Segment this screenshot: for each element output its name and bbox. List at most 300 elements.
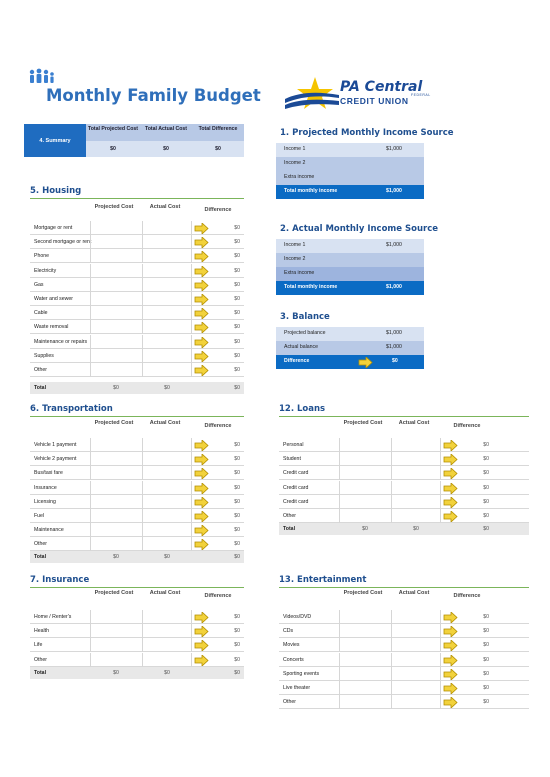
projected-income-row-label: Income 2 <box>284 160 306 166</box>
arrow-right-icon <box>194 626 209 637</box>
actual-income-row-value[interactable]: $1,000 <box>386 284 402 290</box>
loans-actual-cell[interactable] <box>391 466 441 480</box>
arrow-right-icon <box>443 511 458 522</box>
transportation-col-projected: Projected Cost <box>94 420 134 426</box>
arrow-right-icon <box>194 223 209 234</box>
housing-total-row <box>30 382 244 394</box>
transportation-row <box>30 452 244 466</box>
transportation-total-difference: $0 <box>234 554 240 560</box>
entertainment-row-label: Videos/DVD <box>283 614 312 620</box>
transportation-row <box>30 537 244 551</box>
transportation-row <box>30 481 244 495</box>
housing-total-label: Total <box>34 385 47 391</box>
housing-actual-cell[interactable] <box>142 320 192 334</box>
housing-projected-cell[interactable] <box>90 235 142 249</box>
loans-projected-cell[interactable] <box>339 452 391 466</box>
insurance-rule <box>30 587 244 588</box>
actual-income-row-label: Total monthly income <box>284 284 338 290</box>
entertainment-rule <box>279 587 529 588</box>
arrow-right-icon <box>443 454 458 465</box>
loans-difference-value: $0 <box>483 470 489 477</box>
entertainment-col-projected: Projected Cost <box>343 590 383 596</box>
balance-title: 3. Balance <box>280 312 330 322</box>
housing-col-difference: Difference <box>204 207 232 213</box>
arrow-right-icon <box>443 683 458 694</box>
housing-actual-cell[interactable] <box>142 221 192 235</box>
transportation-row-label: Insurance <box>34 484 57 491</box>
insurance-difference-value: $0 <box>234 614 240 620</box>
loans-row <box>279 509 529 523</box>
housing-row <box>30 264 244 278</box>
housing-actual-cell[interactable] <box>142 235 192 249</box>
transportation-row <box>30 509 244 523</box>
loans-actual-cell[interactable] <box>391 509 441 523</box>
balance-row <box>276 355 424 369</box>
loans-total-label: Total <box>283 526 296 532</box>
housing-total-actual: $0 <box>164 385 170 391</box>
actual-income-row <box>276 267 424 281</box>
housing-row-label: Supplies <box>34 352 54 359</box>
transportation-total-actual: $0 <box>164 554 170 560</box>
transportation-row-label: Vehicle 1 payment <box>34 442 77 448</box>
transportation-col-difference: Difference <box>204 423 232 429</box>
entertainment-row-label: Concerts <box>283 656 304 663</box>
arrow-right-icon <box>194 640 209 651</box>
housing-row-label: Water and sewer <box>34 296 74 302</box>
insurance-projected-cell[interactable] <box>90 638 142 652</box>
housing-difference-value: $0 <box>234 281 240 288</box>
arrow-right-icon <box>194 483 209 494</box>
entertainment-actual-cell[interactable] <box>391 695 441 709</box>
entertainment-row <box>279 638 529 652</box>
entertainment-row-label: CDs <box>283 628 294 635</box>
housing-row-label: Maintenance or repairs <box>34 338 88 345</box>
transportation-actual-cell[interactable] <box>142 495 192 509</box>
insurance-col-actual: Actual Cost <box>149 590 181 596</box>
housing-difference-value: $0 <box>234 310 240 317</box>
projected-income-row <box>276 171 424 185</box>
housing-difference-value: $0 <box>234 296 240 302</box>
transportation-actual-cell[interactable] <box>142 466 192 480</box>
transportation-projected-cell[interactable] <box>90 466 142 480</box>
insurance-actual-cell[interactable] <box>142 653 192 667</box>
entertainment-difference-value: $0 <box>483 670 489 677</box>
housing-row-label: Phone <box>34 253 50 260</box>
loans-projected-cell[interactable] <box>339 509 391 523</box>
actual-income-row <box>276 239 424 253</box>
housing-actual-cell[interactable] <box>142 306 192 320</box>
arrow-right-icon <box>443 697 458 708</box>
arrow-right-icon <box>194 612 209 623</box>
housing-actual-cell[interactable] <box>142 363 192 377</box>
entertainment-difference-value: $0 <box>483 614 489 620</box>
loans-row-label: Personal <box>283 442 304 448</box>
housing-projected-cell[interactable] <box>90 363 142 377</box>
housing-projected-cell[interactable] <box>90 306 142 320</box>
summary-col-projected: Total Projected Cost <box>86 124 140 141</box>
projected-income-row <box>276 143 424 157</box>
insurance-row <box>30 653 244 667</box>
insurance-projected-cell[interactable] <box>90 653 142 667</box>
projected-income-row <box>276 185 424 199</box>
logo-subtitle: FEDERAL <box>411 93 431 97</box>
balance-row-value[interactable]: $0 <box>392 358 398 364</box>
insurance-row <box>30 610 244 624</box>
housing-total-projected: $0 <box>113 385 119 391</box>
entertainment-difference-value: $0 <box>483 642 489 649</box>
housing-row-label: Gas <box>34 281 44 288</box>
arrow-right-icon <box>194 655 209 666</box>
arrow-right-icon <box>443 497 458 508</box>
insurance-difference-value: $0 <box>234 642 240 649</box>
actual-income-title: 2. Actual Monthly Income Source <box>280 224 439 234</box>
arrow-right-icon <box>194 322 209 333</box>
projected-income-row-label: Extra income <box>284 174 315 180</box>
transportation-projected-cell[interactable] <box>90 523 142 537</box>
logo-name-2: CREDIT UNION <box>340 96 409 106</box>
housing-col-projected: Projected Cost <box>94 204 134 210</box>
housing-total-difference: $0 <box>234 385 240 391</box>
projected-income-title: 1. Projected Monthly Income Source <box>280 128 454 138</box>
balance-row <box>276 341 424 355</box>
arrow-right-icon <box>194 294 209 305</box>
insurance-actual-cell[interactable] <box>142 638 192 652</box>
housing-projected-cell[interactable] <box>90 249 142 263</box>
entertainment-projected-cell[interactable] <box>339 638 391 652</box>
arrow-right-icon <box>194 280 209 291</box>
housing-difference-value: $0 <box>234 324 240 331</box>
arrow-right-icon <box>194 454 209 465</box>
actual-income-row <box>276 281 424 295</box>
loans-actual-cell[interactable] <box>391 495 441 509</box>
arrow-right-icon <box>443 440 458 451</box>
insurance-row-label: Home / Renter's <box>34 614 72 620</box>
entertainment-actual-cell[interactable] <box>391 653 441 667</box>
transportation-difference-value: $0 <box>234 527 240 534</box>
housing-difference-value: $0 <box>234 253 240 260</box>
summary-difference-value: $0 <box>192 141 244 157</box>
housing-difference-value: $0 <box>234 367 240 373</box>
transportation-row <box>30 523 244 537</box>
housing-actual-cell[interactable] <box>142 264 192 278</box>
housing-projected-cell[interactable] <box>90 278 142 292</box>
housing-col-actual: Actual Cost <box>149 204 181 210</box>
actual-income-row-label: Income 1 <box>284 242 306 248</box>
housing-projected-cell[interactable] <box>90 221 142 235</box>
housing-projected-cell[interactable] <box>90 320 142 334</box>
transportation-total-label: Total <box>34 554 47 560</box>
arrow-right-icon <box>194 337 209 348</box>
entertainment-projected-cell[interactable] <box>339 667 391 681</box>
summary-projected-value: $0 <box>86 141 140 157</box>
entertainment-difference-value: $0 <box>483 685 489 691</box>
arrow-right-icon <box>443 626 458 637</box>
balance-row-label: Projected balance <box>284 330 326 336</box>
loans-row-label: Credit card <box>283 484 309 491</box>
arrow-right-icon <box>443 468 458 479</box>
insurance-total-label: Total <box>34 670 47 676</box>
transportation-total-projected: $0 <box>113 554 119 560</box>
housing-row <box>30 306 244 320</box>
loans-total-difference: $0 <box>483 526 489 532</box>
insurance-projected-cell[interactable] <box>90 610 142 624</box>
insurance-col-difference: Difference <box>204 593 232 599</box>
summary-actual-value: $0 <box>140 141 192 157</box>
page-title: Monthly Family Budget <box>46 86 261 105</box>
entertainment-projected-cell[interactable] <box>339 610 391 624</box>
insurance-difference-value: $0 <box>234 628 240 635</box>
transportation-rule <box>30 416 244 417</box>
housing-difference-value: $0 <box>234 267 240 274</box>
arrow-right-icon <box>194 511 209 522</box>
housing-projected-cell[interactable] <box>90 264 142 278</box>
arrow-right-icon <box>443 655 458 666</box>
housing-row <box>30 292 244 306</box>
projected-income-row-value[interactable]: $1,000 <box>386 146 402 152</box>
housing-row <box>30 363 244 377</box>
balance-row-value[interactable]: $1,000 <box>386 344 402 350</box>
transportation-row <box>30 495 244 509</box>
entertainment-row <box>279 610 529 624</box>
housing-difference-value: $0 <box>234 225 240 231</box>
transportation-actual-cell[interactable] <box>142 438 192 452</box>
balance-row-value[interactable]: $1,000 <box>386 330 402 336</box>
housing-actual-cell[interactable] <box>142 278 192 292</box>
housing-row-label: Electricity <box>34 267 57 274</box>
arrow-right-icon <box>194 251 209 262</box>
entertainment-actual-cell[interactable] <box>391 610 441 624</box>
transportation-difference-value: $0 <box>234 442 240 448</box>
transportation-total-row <box>30 551 244 563</box>
projected-income-row <box>276 157 424 171</box>
transportation-projected-cell[interactable] <box>90 481 142 495</box>
transportation-actual-cell[interactable] <box>142 509 192 523</box>
summary-col-actual: Total Actual Cost <box>140 124 192 141</box>
loans-total-actual: $0 <box>413 526 419 532</box>
housing-actual-cell[interactable] <box>142 335 192 349</box>
arrow-right-icon <box>194 266 209 277</box>
housing-projected-cell[interactable] <box>90 349 142 363</box>
entertainment-row <box>279 653 529 667</box>
loans-row <box>279 438 529 452</box>
entertainment-row <box>279 681 529 695</box>
loans-col-projected: Projected Cost <box>343 420 383 426</box>
transportation-row-label: Fuel <box>34 513 45 519</box>
arrow-right-icon <box>194 539 209 550</box>
transportation-difference-value: $0 <box>234 484 240 491</box>
loans-actual-cell[interactable] <box>391 481 441 495</box>
housing-row <box>30 335 244 349</box>
transportation-actual-cell[interactable] <box>142 523 192 537</box>
insurance-total-projected: $0 <box>113 670 119 676</box>
projected-income-row-label: Total monthly income <box>284 188 338 194</box>
arrow-right-icon <box>194 308 209 319</box>
housing-actual-cell[interactable] <box>142 292 192 306</box>
entertainment-actual-cell[interactable] <box>391 667 441 681</box>
insurance-title: 7. Insurance <box>30 575 90 585</box>
entertainment-actual-cell[interactable] <box>391 624 441 638</box>
entertainment-actual-cell[interactable] <box>391 638 441 652</box>
transportation-projected-cell[interactable] <box>90 495 142 509</box>
transportation-row-label: Other <box>34 541 47 548</box>
transportation-col-actual: Actual Cost <box>149 420 181 426</box>
balance-row-label: Actual balance <box>284 344 319 350</box>
insurance-col-projected: Projected Cost <box>94 590 134 596</box>
actual-income-row-label: Income 2 <box>284 256 306 262</box>
loans-difference-value: $0 <box>483 484 489 491</box>
transportation-actual-cell[interactable] <box>142 537 192 551</box>
loans-col-difference: Difference <box>453 423 481 429</box>
summary-table <box>24 124 244 157</box>
loans-col-actual: Actual Cost <box>398 420 430 426</box>
loans-projected-cell[interactable] <box>339 495 391 509</box>
insurance-difference-value: $0 <box>234 656 240 663</box>
housing-row <box>30 349 244 363</box>
transportation-row <box>30 466 244 480</box>
entertainment-row-label: Sporting events <box>283 670 320 677</box>
balance-row-label: Difference <box>284 358 310 364</box>
arrow-right-icon <box>443 669 458 680</box>
summary-col-difference: Total Difference <box>192 124 244 141</box>
arrow-right-icon <box>194 237 209 248</box>
arrow-right-icon <box>443 483 458 494</box>
loans-rule <box>279 416 529 417</box>
transportation-difference-value: $0 <box>234 456 240 463</box>
transportation-difference-value: $0 <box>234 498 240 505</box>
loans-actual-cell[interactable] <box>391 438 441 452</box>
insurance-row-label: Health <box>34 628 49 635</box>
housing-row <box>30 278 244 292</box>
insurance-total-actual: $0 <box>164 670 170 676</box>
housing-row-label: Other <box>34 367 47 373</box>
housing-difference-value: $0 <box>234 352 240 359</box>
transportation-row-label: Vehicle 2 payment <box>34 456 77 463</box>
loans-difference-value: $0 <box>483 513 489 519</box>
entertainment-projected-cell[interactable] <box>339 681 391 695</box>
transportation-projected-cell[interactable] <box>90 509 142 523</box>
insurance-row <box>30 638 244 652</box>
transportation-difference-value: $0 <box>234 513 240 519</box>
loans-projected-cell[interactable] <box>339 466 391 480</box>
transportation-actual-cell[interactable] <box>142 481 192 495</box>
entertainment-difference-value: $0 <box>483 656 489 663</box>
insurance-total-difference: $0 <box>234 670 240 676</box>
loans-projected-cell[interactable] <box>339 481 391 495</box>
loans-difference-value: $0 <box>483 456 489 463</box>
transportation-projected-cell[interactable] <box>90 438 142 452</box>
transportation-projected-cell[interactable] <box>90 452 142 466</box>
loans-row <box>279 495 529 509</box>
housing-rule <box>30 198 244 199</box>
entertainment-row <box>279 624 529 638</box>
housing-projected-cell[interactable] <box>90 292 142 306</box>
loans-row-label: Credit card <box>283 470 309 477</box>
loans-row <box>279 466 529 480</box>
housing-title: 5. Housing <box>30 186 82 196</box>
entertainment-projected-cell[interactable] <box>339 695 391 709</box>
entertainment-col-difference: Difference <box>453 593 481 599</box>
loans-actual-cell[interactable] <box>391 452 441 466</box>
logo-name: PA Central <box>340 79 423 95</box>
transportation-projected-cell[interactable] <box>90 537 142 551</box>
entertainment-projected-cell[interactable] <box>339 624 391 638</box>
entertainment-actual-cell[interactable] <box>391 681 441 695</box>
transportation-row <box>30 438 244 452</box>
housing-row <box>30 249 244 263</box>
entertainment-col-actual: Actual Cost <box>398 590 430 596</box>
entertainment-difference-value: $0 <box>483 699 489 706</box>
loans-row-label: Other <box>283 513 296 519</box>
transportation-row-label: Maintenance <box>34 527 64 534</box>
actual-income-row-label: Extra income <box>284 270 315 276</box>
entertainment-row-label: Other <box>283 699 296 706</box>
loans-title: 12. Loans <box>279 404 326 414</box>
transportation-difference-value: $0 <box>234 470 240 477</box>
housing-row <box>30 235 244 249</box>
insurance-actual-cell[interactable] <box>142 610 192 624</box>
entertainment-projected-cell[interactable] <box>339 653 391 667</box>
insurance-actual-cell[interactable] <box>142 624 192 638</box>
insurance-projected-cell[interactable] <box>90 624 142 638</box>
arrow-right-icon <box>194 440 209 451</box>
transportation-row-label: Licensing <box>34 498 56 505</box>
arrow-right-icon <box>194 351 209 362</box>
loans-row-label: Credit card <box>283 498 309 505</box>
housing-row <box>30 221 244 235</box>
arrow-right-icon <box>358 357 373 370</box>
loans-row <box>279 481 529 495</box>
transportation-title: 6. Transportation <box>30 404 113 414</box>
loans-total-row <box>279 523 529 535</box>
arrow-right-icon <box>194 497 209 508</box>
balance-row <box>276 327 424 341</box>
insurance-row <box>30 624 244 638</box>
transportation-row-label: Bus/taxi fare <box>34 470 63 477</box>
insurance-total-row <box>30 667 244 679</box>
housing-difference-value: $0 <box>234 239 240 246</box>
projected-income-row-label: Income 1 <box>284 146 306 152</box>
arrow-right-icon <box>443 612 458 623</box>
housing-row-label: Cable <box>34 310 48 317</box>
housing-actual-cell[interactable] <box>142 249 192 263</box>
actual-income-row <box>276 253 424 267</box>
housing-actual-cell[interactable] <box>142 349 192 363</box>
entertainment-row <box>279 667 529 681</box>
loans-projected-cell[interactable] <box>339 438 391 452</box>
housing-difference-value: $0 <box>234 338 240 345</box>
entertainment-row-label: Movies <box>283 642 300 649</box>
entertainment-difference-value: $0 <box>483 628 489 635</box>
loans-total-projected: $0 <box>362 526 368 532</box>
arrow-right-icon <box>194 525 209 536</box>
entertainment-row <box>279 695 529 709</box>
loans-difference-value: $0 <box>483 498 489 505</box>
actual-income-row-value[interactable]: $1,000 <box>386 242 402 248</box>
arrow-right-icon <box>443 640 458 651</box>
housing-projected-cell[interactable] <box>90 335 142 349</box>
housing-row-label: Waste removal <box>34 324 69 331</box>
entertainment-title: 13. Entertainment <box>279 575 367 585</box>
projected-income-row-value[interactable]: $1,000 <box>386 188 402 194</box>
entertainment-row-label: Live theater <box>283 685 311 691</box>
insurance-row-label: Life <box>34 642 43 649</box>
housing-row <box>30 320 244 334</box>
loans-row <box>279 452 529 466</box>
summary-label: 4. Summary <box>24 124 86 157</box>
loans-row-label: Student <box>283 456 301 463</box>
transportation-actual-cell[interactable] <box>142 452 192 466</box>
loans-difference-value: $0 <box>483 442 489 448</box>
